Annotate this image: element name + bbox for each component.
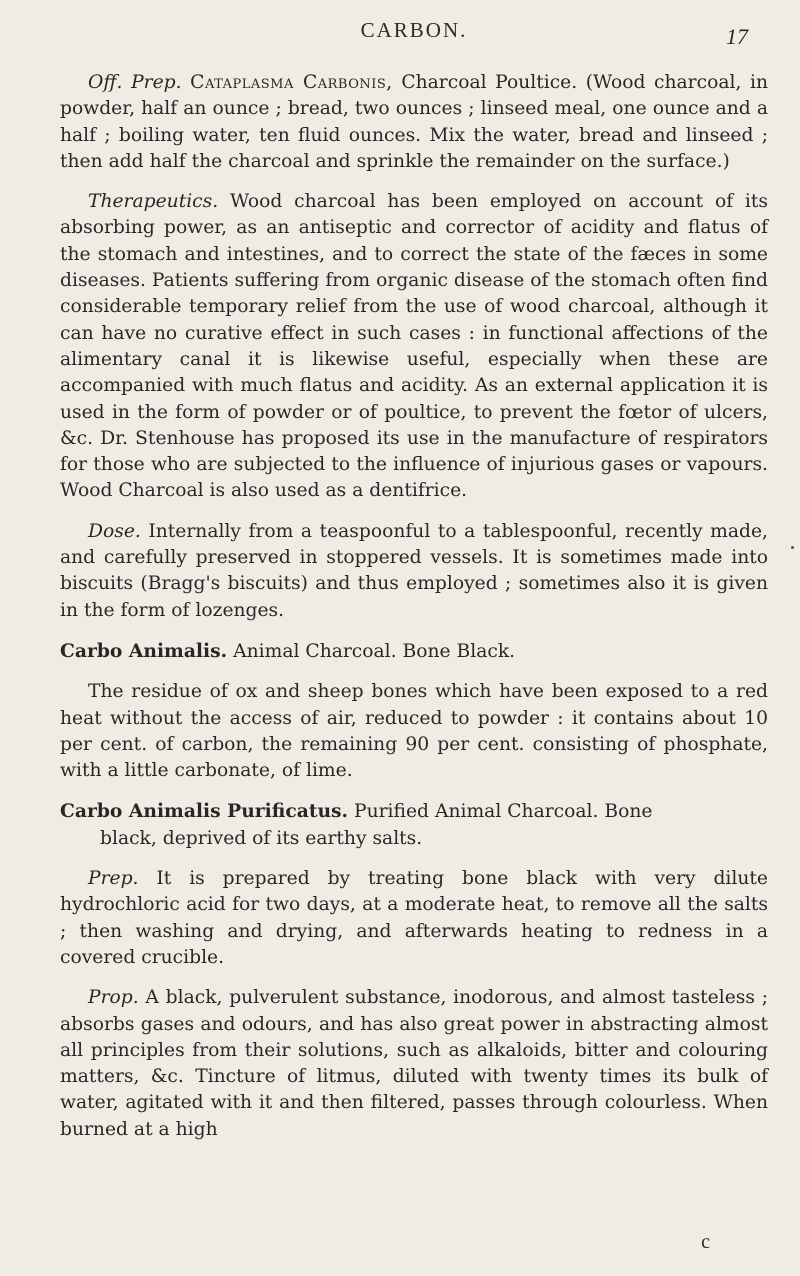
label-off-prep: Off. Prep. — [88, 72, 182, 93]
entry-synonyms: Animal Charcoal. Bone Black. — [227, 640, 516, 662]
paragraph-text: It is prepared by treating bone black with very dilute hydrochloric acid for two days, at a moderate heat, to remove all the salts ; then washing and drying, and afterwards heating to redness in a covered crucible. — [60, 868, 768, 968]
paragraph-officinal-preparation — [60, 70, 768, 175]
entry-synonyms-continued: black, deprived of its earthy salts. — [100, 827, 423, 849]
label-prep: Prep. — [88, 868, 139, 890]
paragraph-text: The residue of ox and sheep bones which have been exposed to a red heat without the access of air, reduced to powder : it contains about 10 per cent. of carbon, the remaining 90 per cent. consisting of phosphate, with a little carbonate, of lime. — [60, 681, 768, 782]
label-therapeutics: Therapeutics. — [88, 191, 219, 213]
entry-heading-carbo-animalis-purificatus — [60, 798, 768, 852]
entry-heading-carbo-animalis — [60, 638, 768, 665]
paragraph-properties — [60, 985, 768, 1143]
paragraph-text: Wood charcoal has been employed on account of its absorbing power, as an antiseptic and corrector of acidity and flatus of the stomach and intestines, and to correct the state of the fæces in some diseases. Patients suffering from organic disease of the stomach often find considerable temporary relief from the use of wood charcoal, although it can have no curative effect in such cases : in functional affections of the alimentary canal it is likewise useful, especially when these are accompanied with much flatus and acidity. As an external application it is used in the form of powder or of poultice, to prevent the fœtor of ulcers, &c. Dr. Stenhouse has proposed its use in the manufacture of respirators for those who are subjected to the influence of injurious gases or vapours. Wood Charcoal is also used as a dentifrice. — [60, 191, 768, 502]
paragraph-text: Internally from a teaspoonful to a tablespoonful, recently made, and carefully preserved in stoppered vessels. It is sometimes made into biscuits (Bragg's biscuits) and thus employed ; sometimes also it is given in the form of lozenges. — [60, 520, 768, 621]
preparation-name: Cataplasma Carbonis, — [190, 72, 393, 93]
label-prop: Prop. — [88, 987, 139, 1009]
label-dose: Dose. — [88, 520, 141, 542]
running-head: CARBON. — [360, 18, 468, 42]
entry-synonyms: Purified Animal Charcoal. Bone — [348, 801, 653, 823]
paragraph-text: A black, pulverulent substance, inodorous, and almost tasteless ; absorbs gases and odours, and has also great power in abstracting almost all principles from their solutions, such as alkaloids, bitter and colouring matters, &c. Tincture of litmus, diluted with twenty times its bulk of water, agitated with it and then filtered, passes through colourless. When burned at a high — [60, 987, 768, 1140]
paragraph-description — [60, 679, 768, 784]
paragraph-text: Charcoal Poultice. (Wood charcoal, in powder, half an ounce ; bread, two ounces ; linseed meal, one ounce and a half ; boiling water, ten fluid ounces. Mix the water, bread and linseed ; then add half the charcoal and sprinkle the remainder on the surface.) — [60, 72, 768, 172]
margin-speck — [791, 546, 794, 549]
page-header — [60, 0, 768, 70]
entry-title: Carbo Animalis. — [60, 639, 228, 662]
signature-mark: c — [701, 1231, 710, 1253]
entry-title: Carbo Animalis Purificatus. — [60, 800, 349, 823]
paragraph-preparation — [60, 866, 768, 971]
paragraph-therapeutics — [60, 189, 768, 505]
paragraph-dose — [60, 519, 768, 624]
page-number: 17 — [726, 24, 748, 49]
